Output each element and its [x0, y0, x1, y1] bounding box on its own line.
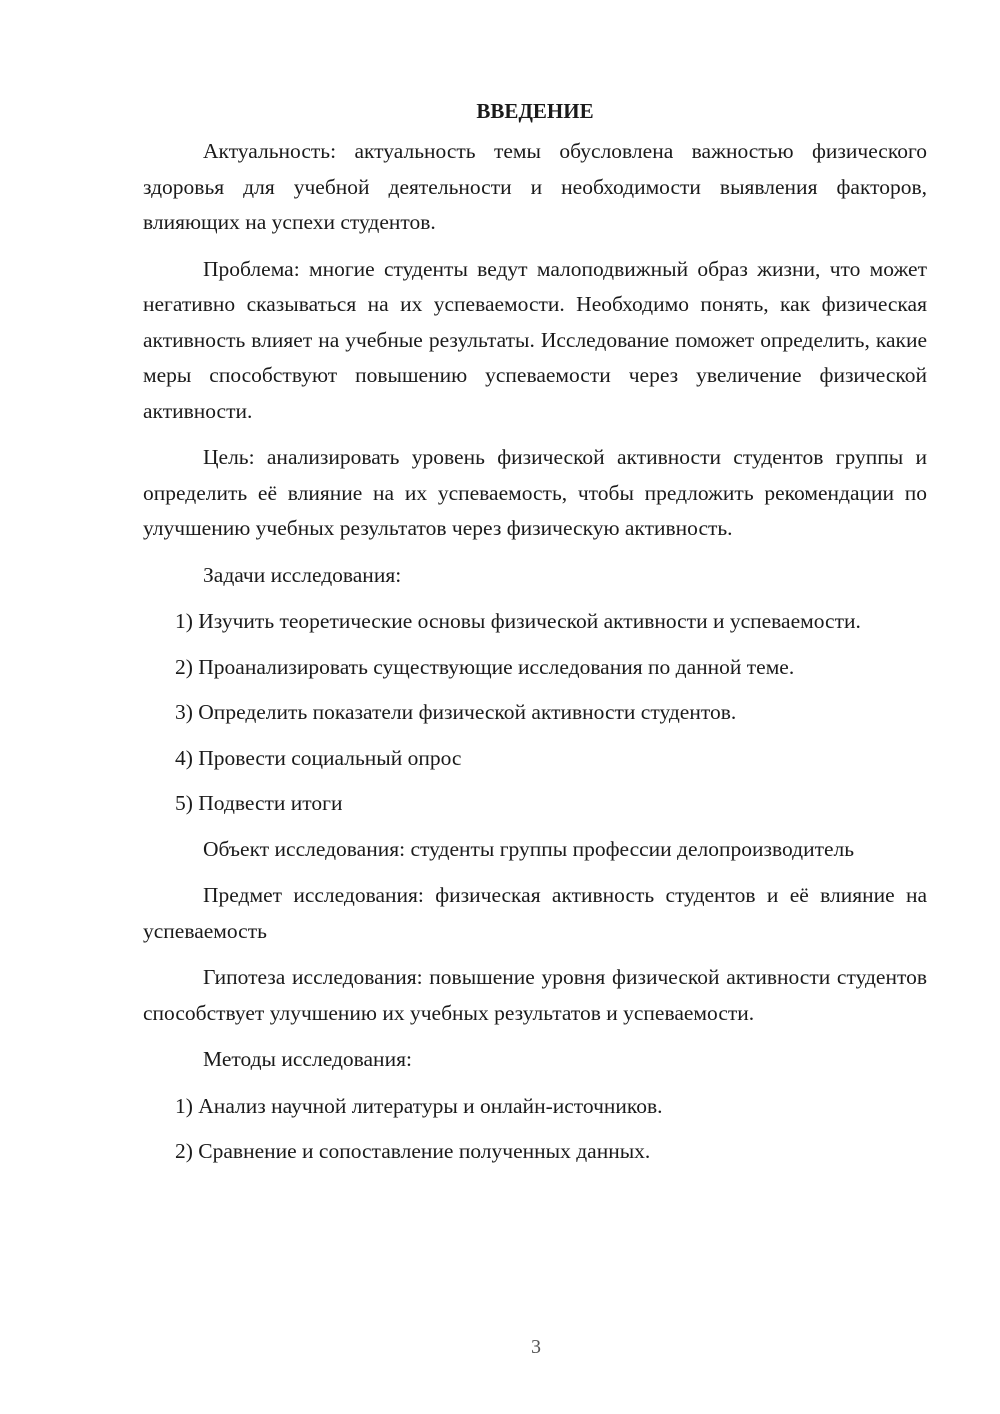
list-item: 1) Изучить теоретические основы физической активности и успеваемости.: [175, 609, 861, 633]
list-item: 2) Проанализировать существующие исследования по данной теме.: [175, 654, 795, 679]
document-page: [143, 96, 927, 1180]
list-item: 4) Провести социальный опрос: [175, 745, 462, 770]
list-item: 2) Сравнение и сопоставление полученных данных.: [175, 1139, 651, 1163]
page-number: 3: [531, 1336, 541, 1358]
problem-paragraph: Проблема: многие студенты ведут малоподвижный образ жизни, что может негативно сказываться на их успеваемости. Необходимо понять, как физическая активность влияет на учебные результаты. Исследование поможет определить, какие меры способствуют повышению успеваемости через увеличение физической активности.: [143, 256, 927, 423]
subject-paragraph: Предмет исследования: физическая активность студентов и её влияние на успеваемость: [143, 883, 927, 943]
tasks-list: [143, 604, 927, 822]
section-heading: ВВЕДЕНИЕ: [476, 99, 594, 123]
methods-title: Методы исследования:: [203, 1047, 412, 1071]
list-item: 1) Анализ научной литературы и онлайн-источников.: [175, 1093, 663, 1118]
list-item: 3) Определить показатели физической активности студентов.: [175, 700, 737, 724]
list-item: 5) Подвести итоги: [175, 791, 343, 815]
object-paragraph: Объект исследования: студенты группы профессии делопроизводитель: [203, 836, 855, 861]
goal-paragraph: Цель: анализировать уровень физической активности студентов группы и определить её влияние на их успеваемость, чтобы предложить рекомендации по улучшению учебных результатов через физическую активность.: [143, 445, 927, 540]
hypothesis-paragraph: Гипотеза исследования: повышение уровня физической активности студентов способствует улучшению их учебных результатов и успеваемости.: [143, 965, 927, 1025]
methods-list: [143, 1089, 927, 1170]
tasks-title: Задачи исследования:: [203, 562, 402, 587]
relevance-paragraph: Актуальность: актуальность темы обусловлена важностью физического здоровья для учебной деятельности и необходимости выявления факторов, влияющих на успехи студентов.: [143, 139, 927, 234]
